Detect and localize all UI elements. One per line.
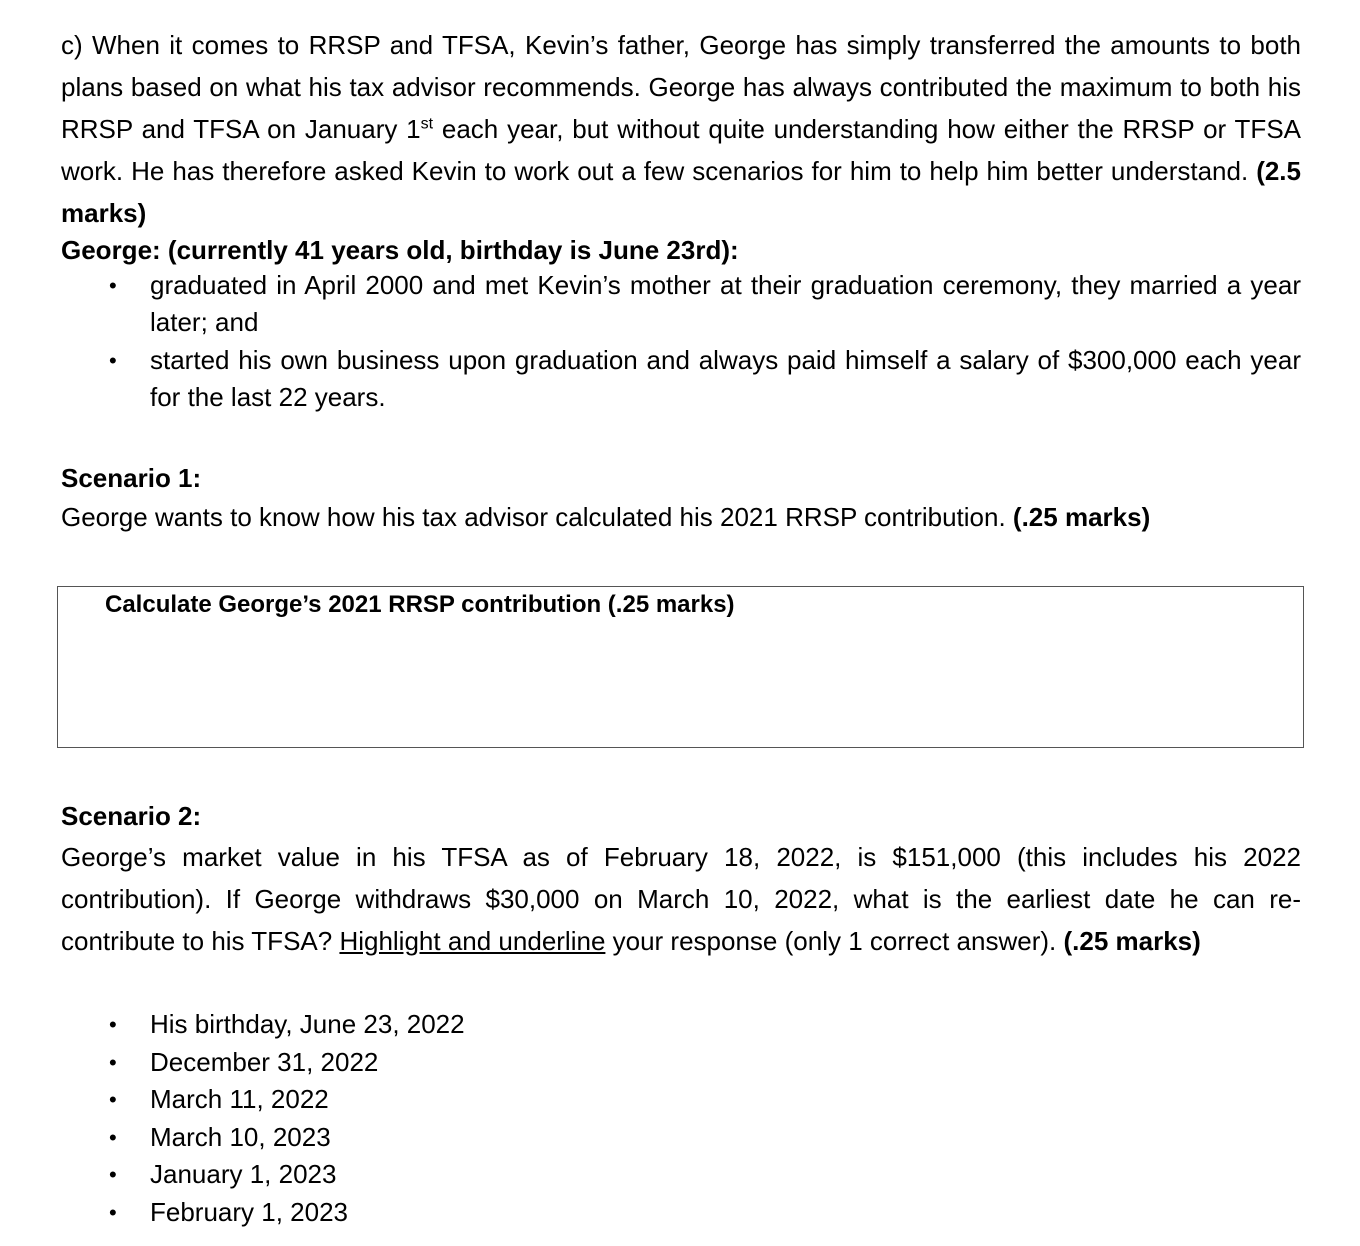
answer-option[interactable] [61,1119,1301,1157]
george-bullet-text: graduated in April 2000 and met Kevin’s mother at their graduation ceremony, they married a year later; and [150,270,1301,337]
scenario2-marks: (.25 marks) [1063,926,1201,956]
scenario2-question [61,836,1301,962]
bullet-icon: • [109,1012,117,1037]
scenario2-section [61,796,1301,1231]
intro-text: c) When it comes to RRSP and TFSA, Kevin’s father, George has simply transferred the amounts to both plans based on what his tax advisor recommends. George has always contributed the maximum to both his RRSP and TFSA on January 1 [61,30,1301,144]
answer-box-title: Calculate George’s 2021 RRSP contribution (.25 marks) [105,591,735,618]
scenario2-heading: Scenario 2: [61,801,202,831]
answer-option-text: December 31, 2022 [150,1046,379,1077]
answer-option-text: His birthday, June 23, 2022 [150,1009,465,1039]
answer-option-text: March 11, 2022 [150,1084,329,1114]
bullet-icon: • [109,1162,117,1187]
bullet-icon: • [109,1124,117,1150]
answer-option-text: January 1, 2023 [150,1159,337,1189]
answer-option-text: March 10, 2023 [150,1121,331,1152]
answer-options-list [61,1006,1301,1231]
intro-superscript: st [420,115,434,133]
scenario1-question [61,496,1301,538]
list-item [61,267,1301,341]
bullet-icon: • [109,1199,117,1225]
document-page [61,24,1301,1227]
answer-option[interactable] [61,1194,1301,1232]
intro-text-after: each year, but without quite understanding how either the RRSP or TFSA work. He has therefore asked Kevin to work out a few scenarios for him to help him better understand. [61,114,1301,186]
scenario2-text: George’s market value in his TFSA as of February 18, 2022, is $151,000 (this includes his 2022 contribution). If George withdraws $30,000 on March 10, 2022, what is the earliest date he can re-contribute to his TFSA? [61,842,1301,956]
scenario1-heading: Scenario 1: [61,463,202,493]
list-item [61,342,1301,416]
scenario2-text-after: your response (only 1 correct answer). [605,926,1064,956]
intro-marks: (2.5 marks) [61,156,1301,228]
george-heading: George: (currently 41 years old, birthday is June 23rd): [61,235,739,265]
scenario1-marks: (.25 marks) [1012,502,1151,532]
george-bullet-text: started his own business upon graduation and always paid himself a salary of $300,000 each year for the last 22 years. [150,345,1301,412]
answer-option[interactable] [61,1044,1301,1082]
answer-option[interactable] [61,1006,1301,1044]
answer-option-text: February 1, 2023 [150,1196,349,1227]
bullet-icon: • [109,1087,117,1112]
answer-option[interactable] [61,1156,1301,1194]
intro-paragraph [61,24,1301,234]
bullet-icon: • [109,1049,117,1075]
bullet-icon: • [109,273,117,298]
george-bullet-list [61,267,1301,416]
answer-option[interactable] [61,1081,1301,1119]
bullet-icon: • [109,348,117,373]
scenario1-text: George wants to know how his tax advisor calculated his 2021 RRSP contribution. [61,502,1013,532]
answer-box[interactable] [57,586,1304,748]
scenario2-underlined-text: Highlight and underline [339,926,606,956]
